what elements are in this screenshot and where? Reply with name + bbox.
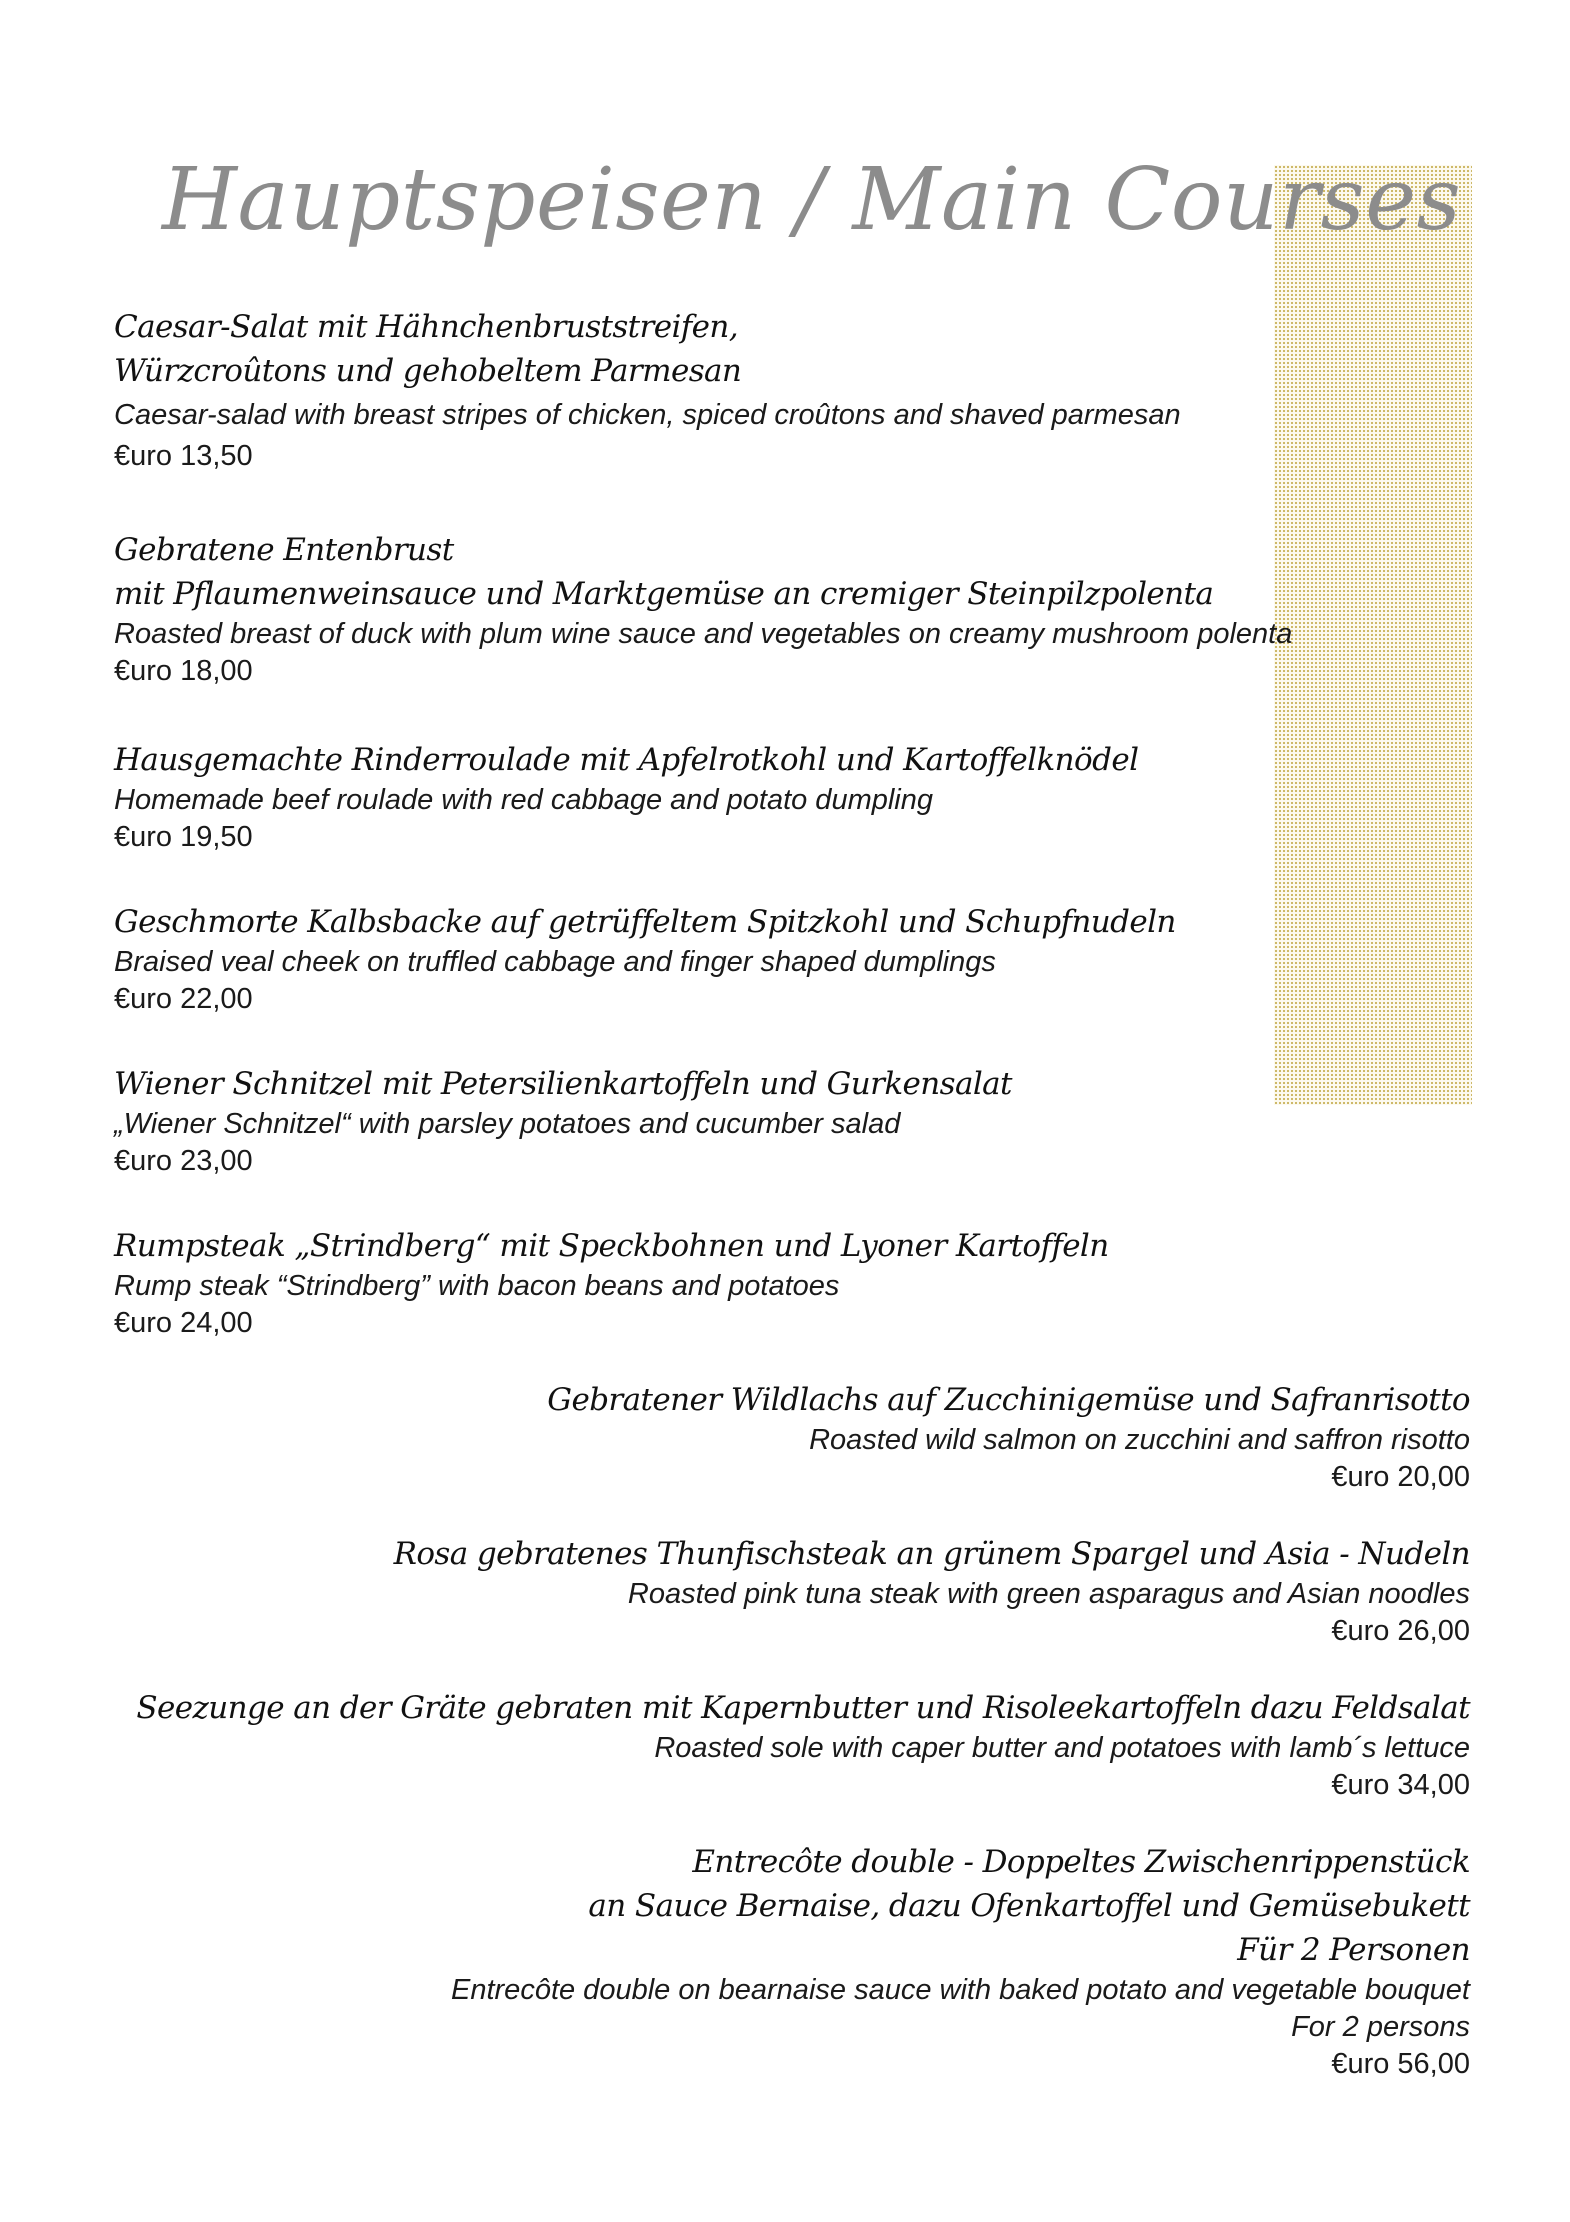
- menu-item-rumpsteak: [114, 1224, 1474, 1342]
- menu-item-beef-roulade: [114, 738, 1474, 856]
- menu-item-entrecote: [110, 1840, 1470, 2083]
- dish-name-de: an Sauce Bernaise, dazu Ofenkartoffel und Gemüsebukett: [588, 1888, 1470, 1924]
- dish-description-en: Roasted breast of duck with plum wine sauce and vegetables on creamy mushroom polenta: [114, 618, 1293, 650]
- menu-item-caesar-salad: [114, 305, 1474, 475]
- menu-item-veal-cheek: [114, 900, 1474, 1018]
- dish-description-en: Roasted sole with caper butter and potatoes with lamb´s lettuce: [654, 1732, 1470, 1764]
- menu-item-tuna-steak: [110, 1532, 1470, 1650]
- dish-name-de: Seezunge an der Gräte gebraten mit Kapernbutter und Risoleekartoffeln dazu Feldsalat: [136, 1690, 1470, 1726]
- dish-name-de: Rosa gebratenes Thunfischsteak an grünem Spargel und Asia - Nudeln: [393, 1536, 1470, 1572]
- dish-serving-de: Für 2 Personen: [1237, 1932, 1470, 1968]
- menu-item-wiener-schnitzel: [114, 1062, 1474, 1180]
- dish-name-de: mit Pflaumenweinsauce und Marktgemüse an cremiger Steinpilzpolenta: [114, 576, 1214, 612]
- menu-item-sole: [110, 1686, 1470, 1804]
- dish-description-en: Caesar-salad with breast stripes of chicken, spiced croûtons and shaved parmesan: [114, 399, 1181, 431]
- dish-description-en: Rump steak “Strindberg” with bacon beans and potatoes: [114, 1270, 840, 1302]
- dish-price: €uro 24,00: [114, 1307, 253, 1339]
- dish-description-en: Roasted pink tuna steak with green asparagus and Asian noodles: [627, 1578, 1470, 1610]
- dish-name-de: Würzcroûtons und gehobeltem Parmesan: [114, 353, 742, 389]
- dish-price: €uro 34,00: [1331, 1769, 1470, 1801]
- dish-price: €uro 23,00: [114, 1145, 253, 1177]
- dish-name-de: Geschmorte Kalbsbacke auf getrüffeltem Spitzkohl und Schupfnudeln: [114, 904, 1176, 940]
- dish-name-de: Rumpsteak „Strindberg“ mit Speckbohnen und Lyoner Kartoffeln: [114, 1228, 1109, 1264]
- dish-price: €uro 26,00: [1331, 1615, 1470, 1647]
- page-title: Hauptspeisen / Main Courses: [162, 150, 1462, 250]
- dish-serving-en: For 2 persons: [1291, 2011, 1470, 2043]
- dish-price: €uro 19,50: [114, 821, 253, 853]
- dish-name-de: Wiener Schnitzel mit Petersilienkartoffeln und Gurkensalat: [114, 1066, 1012, 1102]
- dish-price: €uro 20,00: [1331, 1461, 1470, 1493]
- dish-name-de: Gebratener Wildlachs auf Zucchinigemüse und Safranrisotto: [547, 1382, 1470, 1418]
- dish-description-en: Homemade beef roulade with red cabbage and potato dumpling: [114, 784, 933, 816]
- dish-description-en: Entrecôte double on bearnaise sauce with baked potato and vegetable bouquet: [451, 1974, 1470, 2006]
- menu-item-duck-breast: [114, 528, 1474, 690]
- dish-description-en: Braised veal cheek on truffled cabbage and finger shaped dumplings: [114, 946, 996, 978]
- dish-name-de: Caesar-Salat mit Hähnchenbruststreifen,: [114, 309, 739, 345]
- dish-description-en: Roasted wild salmon on zucchini and saffron risotto: [809, 1424, 1470, 1456]
- dish-name-de: Hausgemachte Rinderroulade mit Apfelrotkohl und Kartoffelknödel: [114, 742, 1139, 778]
- dish-description-en: „Wiener Schnitzel“ with parsley potatoes and cucumber salad: [114, 1108, 901, 1140]
- dish-name-de: Entrecôte double - Doppeltes Zwischenrippenstück: [692, 1844, 1470, 1880]
- dish-price: €uro 18,00: [114, 655, 253, 687]
- dish-price: €uro 22,00: [114, 983, 253, 1015]
- dish-price: €uro 13,50: [114, 440, 253, 472]
- dish-name-de: Gebratene Entenbrust: [114, 532, 454, 568]
- menu-item-wild-salmon: [110, 1378, 1470, 1496]
- dish-price: €uro 56,00: [1331, 2048, 1470, 2080]
